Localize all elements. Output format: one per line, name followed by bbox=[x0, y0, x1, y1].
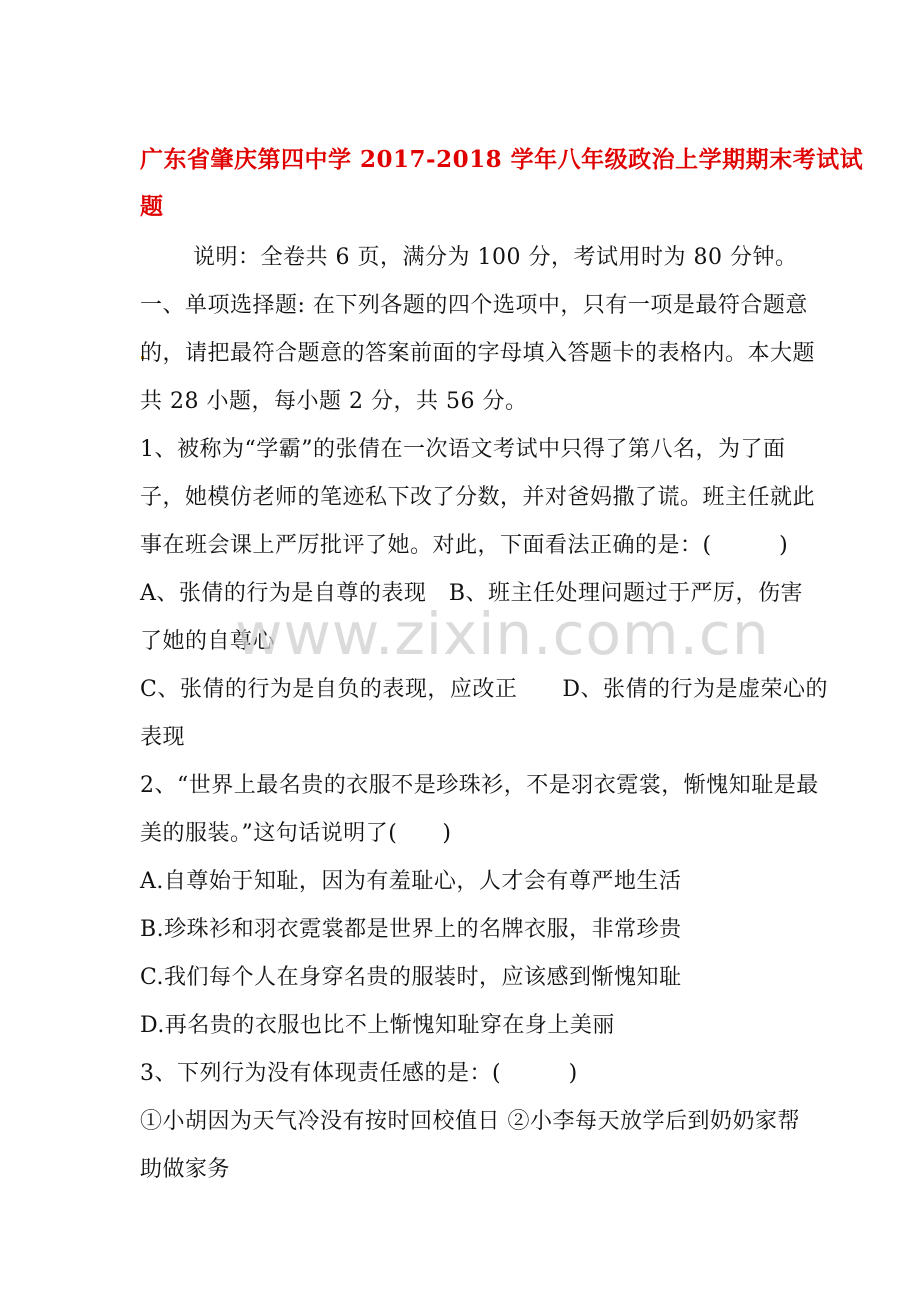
question-2-option-b: B.珍珠衫和羽衣霓裳都是世界上的名牌衣服，非常珍贵 bbox=[140, 917, 682, 942]
watermark: www.zixin.com.cn bbox=[235, 600, 770, 668]
question-3-item-line-2: 助做家务 bbox=[140, 1157, 231, 1182]
question-1-option-line-1: A、张倩的行为是自尊的表现 B、班主任处理问题过于严厉，伤害 bbox=[140, 581, 804, 606]
section-instruction-line-3: 共 28 小题，每小题 2 分，共 56 分。 bbox=[140, 389, 528, 414]
question-3-line: 3、下列行为没有体现责任感的是：( ) bbox=[140, 1061, 578, 1086]
question-1-option-line-2: 了她的自尊心 bbox=[140, 629, 276, 654]
question-1-line-3: 事在班会课上严厉批评了她。对此，下面看法正确的是：( ) bbox=[140, 533, 789, 558]
exam-note: 说明：全卷共 6 页，满分为 100 分，考试用时为 80 分钟。 bbox=[193, 245, 798, 270]
document-title-line-1: 广东省肇庆第四中学 2017-2018 学年八年级政治上学期期末考试试 bbox=[140, 146, 864, 173]
question-2-option-c: C.我们每个人在身穿名贵的服装时，应该感到惭愧知耻 bbox=[140, 965, 682, 990]
question-1-line-2: 子，她模仿老师的笔迹私下改了分数，并对爸妈撒了谎。班主任就此 bbox=[140, 485, 816, 510]
question-2-option-a: A.自尊始于知耻，因为有羞耻心，人才会有尊严地生活 bbox=[140, 869, 682, 894]
question-2-line-2: 美的服装。”这句话说明了( ) bbox=[140, 821, 452, 846]
question-2-line-1: 2、“世界上最名贵的衣服不是珍珠衫，不是羽衣霓裳，惭愧知耻是最 bbox=[140, 773, 819, 798]
question-2-option-d: D.再名贵的衣服也比不上惭愧知耻穿在身上美丽 bbox=[140, 1013, 615, 1038]
question-1-line-1: 1、被称为“学霸”的张倩在一次语文考试中只得了第八名，为了面 bbox=[140, 437, 786, 462]
question-1-option-line-3: C、张倩的行为是自负的表现，应改正 D、张倩的行为是虚荣心的 bbox=[140, 677, 828, 702]
document-title-line-2: 题 bbox=[140, 193, 164, 220]
question-1-option-line-4: 表现 bbox=[140, 725, 186, 750]
section-instruction-line-2: 的，请把最符合题意的答案前面的字母填入答题卡的表格内。本大题 bbox=[140, 341, 816, 366]
question-3-item-line-1: ①小胡因为天气冷没有按时回校值日 ②小李每天放学后到奶奶家帮 bbox=[140, 1109, 800, 1134]
section-instruction-line-1: 一、单项选择题: 在下列各题的四个选项中，只有一项是最符合题意 bbox=[140, 293, 808, 318]
